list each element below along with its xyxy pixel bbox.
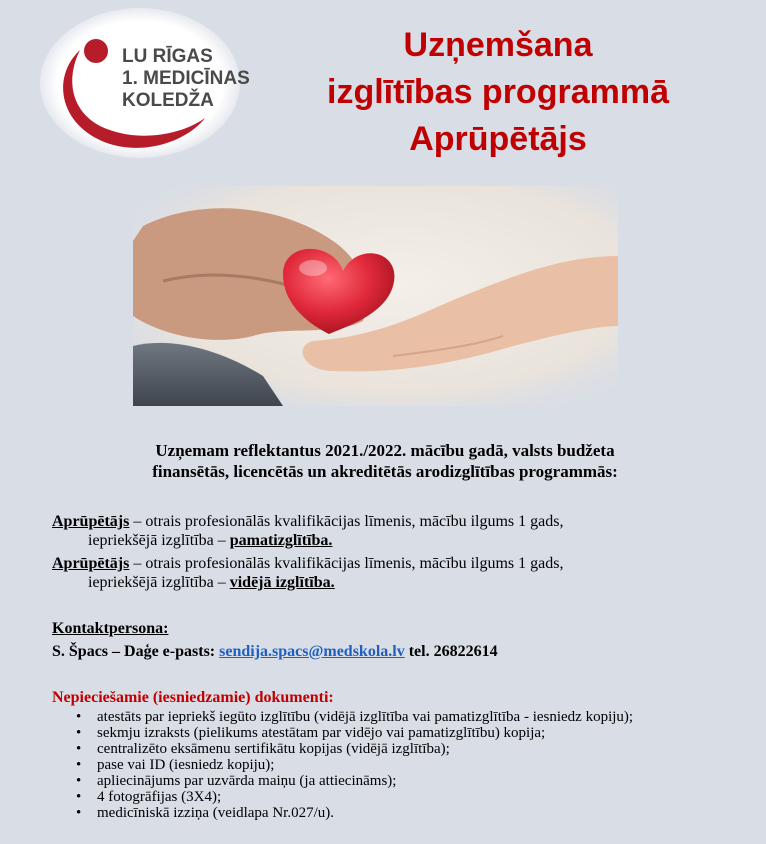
program-prev-value: pamatizglītība. xyxy=(229,532,333,549)
contact-person: S. Špacs – Daģe e-pasts: xyxy=(52,643,220,660)
intro-line-1: Uzņemam reflektantus 2021./2022. mācību gadā, valsts budžeta xyxy=(155,441,615,460)
list-item: • apliecinājums par uzvārda maiņu (ja attiecināms); xyxy=(76,773,397,789)
program-prev-label: iepriekšējā izglītība – xyxy=(88,532,230,549)
bullet-icon: • xyxy=(76,773,82,789)
title-line-1: Uzņemšana xyxy=(403,26,593,64)
program-description: – otrais profesionālās kvalifikācijas līmenis, mācību ilgums 1 gads, xyxy=(133,513,564,530)
logo-text xyxy=(122,46,250,112)
list-item: • centralizēto eksāmenu sertifikātu kopijas (vidējā izglītība); xyxy=(76,741,450,757)
logo-line-3: KOLEDŽA xyxy=(122,90,214,111)
documents-list xyxy=(52,709,732,821)
bullet-icon: • xyxy=(76,725,82,741)
program-item xyxy=(52,554,732,592)
heart-in-hands-photo xyxy=(133,186,618,406)
list-item: • pase vai ID (iesniedz kopiju); xyxy=(76,757,275,773)
bullet-icon: • xyxy=(76,741,82,757)
intro-line-2: finansētās, licencētās un akreditētās arodizglītības programmās: xyxy=(152,462,618,481)
program-description: – otrais profesionālās kvalifikācijas līmenis, mācību ilgums 1 gads, xyxy=(133,555,564,572)
bullet-icon: • xyxy=(76,757,82,773)
list-item: • medicīniskā izziņa (veidlapa Nr.027/u). xyxy=(76,805,335,821)
list-item: • sekmju izraksts (pielikums atestātam par vidējo vai pamatizglītību) kopija; xyxy=(76,725,546,741)
list-item: • atestāts par iepriekš iegūto izglītību (vidējā izglītība vai pamatizglītība - iesniedz kopiju); xyxy=(76,709,634,725)
page-title xyxy=(268,22,728,163)
list-item: • 4 fotogrāfijas (3X4); xyxy=(76,789,222,805)
program-item xyxy=(52,512,732,550)
logo-line-2: 1. MEDICĪNAS xyxy=(122,68,250,89)
bullet-icon: • xyxy=(76,805,82,821)
contact-heading: Kontaktpersona: xyxy=(52,620,169,637)
bullet-icon: • xyxy=(76,709,82,725)
program-prev-label: iepriekšējā izglītība – xyxy=(88,574,230,591)
contact-line xyxy=(52,643,498,661)
documents-heading: Nepieciešamie (iesniedzamie) dokumenti: xyxy=(52,689,334,706)
intro-text xyxy=(40,440,730,482)
logo-line-1: LU RĪGAS xyxy=(122,46,213,67)
contact-phone: tel. 26822614 xyxy=(404,643,498,660)
program-name: Aprūpētājs xyxy=(52,555,130,572)
bullet-icon: • xyxy=(76,789,82,805)
program-prev-value: vidējā izglītība. xyxy=(229,574,335,591)
title-line-3: Aprūpētājs xyxy=(409,120,587,158)
college-logo xyxy=(40,8,250,158)
title-line-2: izglītības programmā xyxy=(327,73,669,111)
program-name: Aprūpētājs xyxy=(52,513,130,530)
contact-email-link[interactable]: sendija.spacs@medskola.lv xyxy=(219,643,405,660)
